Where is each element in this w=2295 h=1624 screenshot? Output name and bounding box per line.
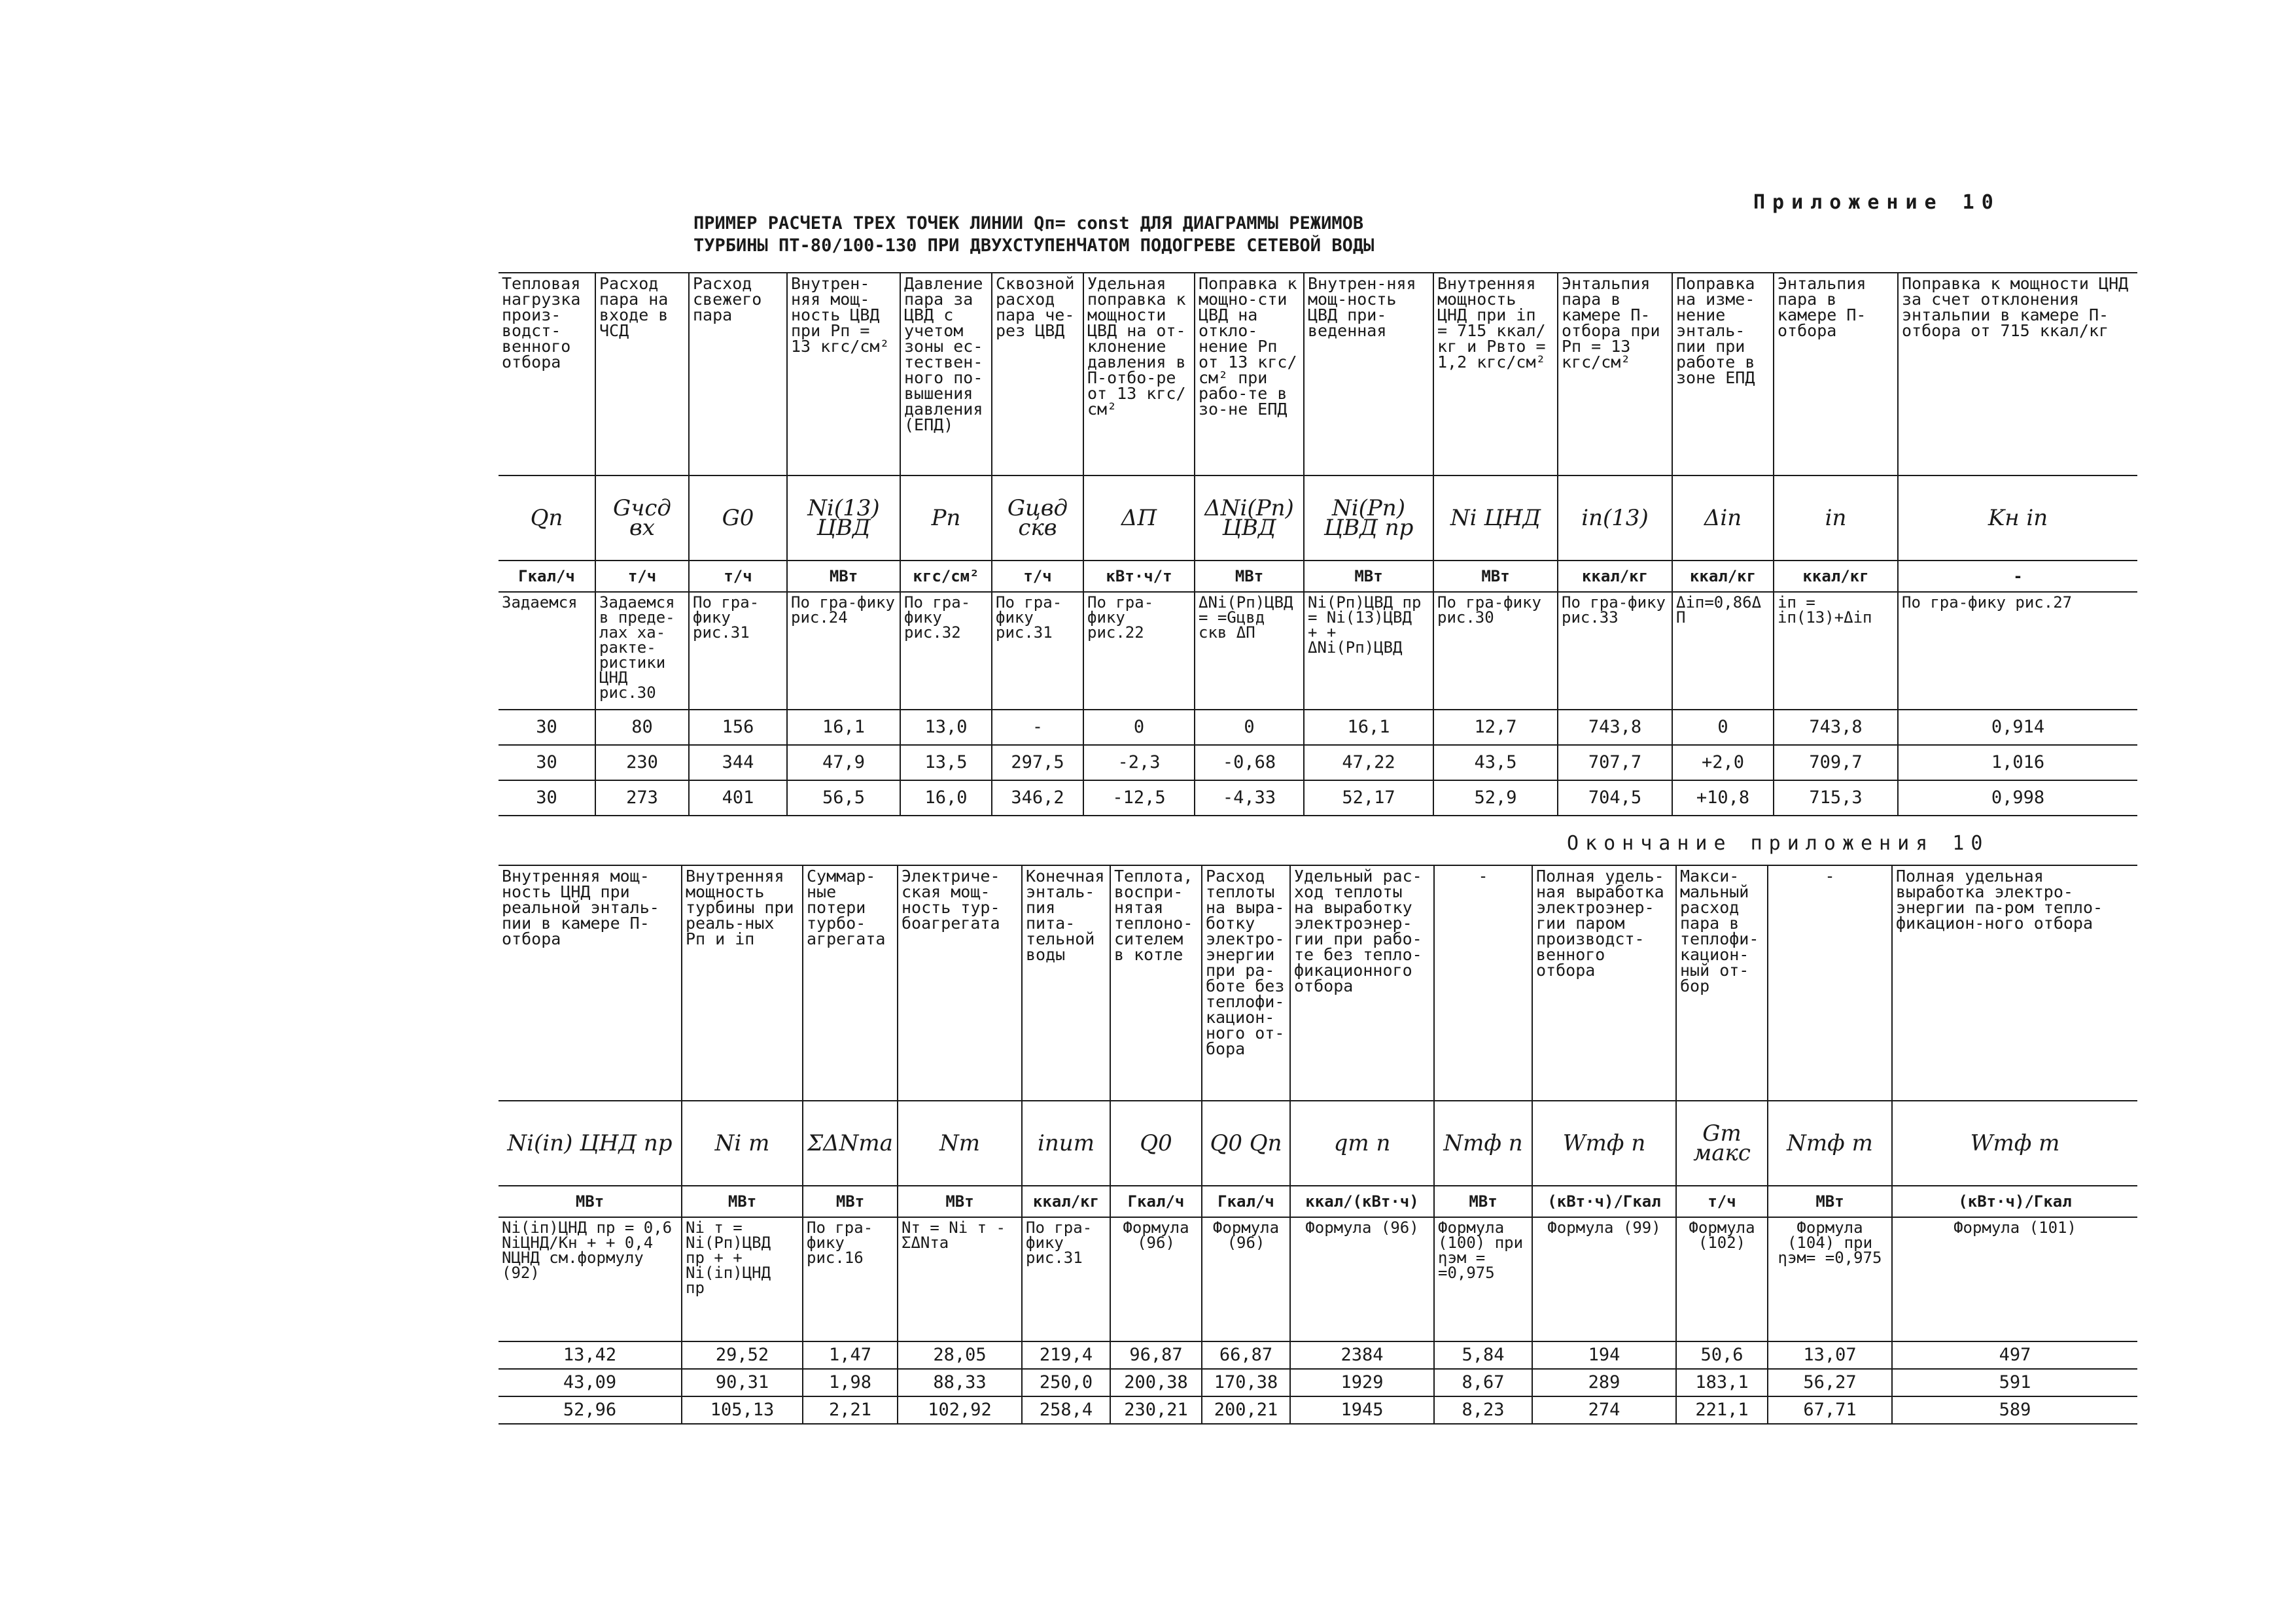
t1-cell: 47,9: [787, 745, 900, 780]
t2-source: Формула (99): [1532, 1217, 1676, 1341]
t1-symbol: Gчсд вх: [595, 475, 689, 561]
t2-cell: 28,05: [898, 1341, 1022, 1369]
t2-symbol: Q0 Qп: [1202, 1101, 1290, 1186]
t1-cell: 80: [595, 710, 689, 745]
t1-cell: -0,68: [1195, 745, 1304, 780]
t1-symbol: G0: [689, 475, 787, 561]
t1-unit: Гкал/ч: [499, 561, 595, 592]
table-2-source-row: [499, 1217, 2137, 1341]
t1-cell: 156: [689, 710, 787, 745]
t1-unit: -: [1898, 561, 2137, 592]
t2-source: По гра-фику рис.31: [1022, 1217, 1110, 1341]
t2-cell: 52,96: [499, 1396, 682, 1424]
t2-symbol: ΣΔNтa: [803, 1101, 898, 1186]
t1-source: По гра-фику рис.27: [1898, 592, 2137, 710]
table-2: [499, 865, 2137, 1425]
t2-cell: 230,21: [1110, 1396, 1202, 1424]
t1-source: Задаемся в преде-лах ха-ракте-ристики ЦНД рис.30: [595, 592, 689, 710]
t1-source: По гра-фику рис.32: [900, 592, 992, 710]
t2-unit: (кВт·ч)/Гкал: [1532, 1186, 1676, 1217]
t2-cell: 1,47: [803, 1341, 898, 1369]
t1-cell: 12,7: [1433, 710, 1558, 745]
t1-cell: 13,5: [900, 745, 992, 780]
table-row: [499, 1369, 2137, 1396]
t2-symbol: Nт: [898, 1101, 1022, 1186]
t1-symbol: Ni(13) ЦВД: [787, 475, 900, 561]
t2-source: Формула (101): [1892, 1217, 2137, 1341]
t2-header: Полная удельная выработка электро-энергии па-ром тепло-фикацион-ного отбора: [1892, 865, 2137, 1101]
t2-cell: 221,1: [1676, 1396, 1768, 1424]
t1-symbol: ΔП: [1083, 475, 1195, 561]
t2-symbol: iпит: [1022, 1101, 1110, 1186]
t2-symbol: Wтф т: [1892, 1101, 2137, 1186]
t1-cell: 1,016: [1898, 745, 2137, 780]
t2-symbol: Ni(iп) ЦНД пр: [499, 1101, 682, 1186]
t1-header: Внутрен-няя мощ-ность ЦВД при-веденная: [1304, 273, 1433, 475]
t1-header: Поправка на изме-нение энталь-пии при работе в зоне ЕПД: [1672, 273, 1774, 475]
table-row: [499, 780, 2137, 816]
t2-unit: ккал/(кВт·ч): [1290, 1186, 1434, 1217]
t1-symbol: Gцвд скв: [992, 475, 1083, 561]
t1-source: Δiп=0,86ΔП: [1672, 592, 1774, 710]
table-row: [499, 710, 2137, 745]
t2-source: Формула (96): [1110, 1217, 1202, 1341]
t2-cell: 13,07: [1768, 1341, 1892, 1369]
t1-cell: 273: [595, 780, 689, 816]
t2-symbol: qт п: [1290, 1101, 1434, 1186]
t1-unit: кгс/см²: [900, 561, 992, 592]
title-line-2: ТУРБИНЫ ПТ-80/100-130 ПРИ ДВУХСТУПЕНЧАТОМ ПОДОГРЕВЕ СЕТЕВОЙ ВОДЫ: [693, 235, 1375, 256]
t2-symbol: Nтф п: [1434, 1101, 1532, 1186]
t1-cell: 52,17: [1304, 780, 1433, 816]
t1-cell: 30: [499, 745, 595, 780]
t1-unit: т/ч: [992, 561, 1083, 592]
table-1-symbol-row: [499, 475, 2137, 561]
t1-cell: 16,1: [1304, 710, 1433, 745]
title-line-1: ПРИМЕР РАСЧЕТА ТРЕХ ТОЧЕК ЛИНИИ Qп= const ДЛЯ ДИАГРАММЫ РЕЖИМОВ: [693, 213, 1364, 233]
t1-cell: 709,7: [1774, 745, 1898, 780]
t2-cell: 8,23: [1434, 1396, 1532, 1424]
t1-unit: МВт: [1304, 561, 1433, 592]
t2-cell: 96,87: [1110, 1341, 1202, 1369]
t2-cell: 170,38: [1202, 1369, 1290, 1396]
t1-cell: 0: [1083, 710, 1195, 745]
t1-cell: 30: [499, 780, 595, 816]
t2-cell: 289: [1532, 1369, 1676, 1396]
t1-cell: 715,3: [1774, 780, 1898, 816]
t1-cell: 47,22: [1304, 745, 1433, 780]
t1-header: Поправка к мощно-сти ЦВД на откло-нение Рп от 13 кгс/см² при рабо-те в зо-не ЕПД: [1195, 273, 1304, 475]
t1-source: iп = iп(13)+Δiп: [1774, 592, 1898, 710]
t2-source: Nт = Ni т - ΣΔNтa: [898, 1217, 1022, 1341]
t1-cell: +2,0: [1672, 745, 1774, 780]
t1-source: Ni(Pп)ЦВД пр = Ni(13)ЦВД + + ΔNi(Pп)ЦВД: [1304, 592, 1433, 710]
t2-source: Формула (100) при ηэм = =0,975: [1434, 1217, 1532, 1341]
t1-cell: 401: [689, 780, 787, 816]
t2-cell: 1929: [1290, 1369, 1434, 1396]
t1-header: Поправка к мощности ЦНД за счет отклонения энтальпии в камере П-отбора от 715 ккал/кг: [1898, 273, 2137, 475]
page-title: [693, 213, 1609, 257]
table-2-unit-row: [499, 1186, 2137, 1217]
t1-header: Внутренняя мощность ЦНД при iп = 715 ккал/кг и Рвто = 1,2 кгс/см²: [1433, 273, 1558, 475]
t1-header: Внутрен-няя мощ-ность ЦВД при Рп = 13 кгс/см²: [787, 273, 900, 475]
t2-header: -: [1434, 865, 1532, 1101]
t2-unit: (кВт·ч)/Гкал: [1892, 1186, 2137, 1217]
t2-source: Ni т = Ni(Pп)ЦВД пр + + Ni(iп)ЦНД пр: [682, 1217, 803, 1341]
t2-cell: 274: [1532, 1396, 1676, 1424]
t1-unit: ккал/кг: [1672, 561, 1774, 592]
t2-header: Макси-мальный расход пара в теплофи-кацион-ный от-бор: [1676, 865, 1768, 1101]
t2-cell: 194: [1532, 1341, 1676, 1369]
t2-cell: 219,4: [1022, 1341, 1110, 1369]
t1-unit: т/ч: [689, 561, 787, 592]
t1-cell: 16,0: [900, 780, 992, 816]
t2-cell: 1945: [1290, 1396, 1434, 1424]
t1-cell: 0,998: [1898, 780, 2137, 816]
t2-cell: 102,92: [898, 1396, 1022, 1424]
table-row: [499, 1396, 2137, 1424]
t1-cell: 743,8: [1558, 710, 1672, 745]
t2-cell: 8,67: [1434, 1369, 1532, 1396]
t1-unit: МВт: [1195, 561, 1304, 592]
t2-cell: 2,21: [803, 1396, 898, 1424]
t2-cell: 66,87: [1202, 1341, 1290, 1369]
t2-cell: 200,38: [1110, 1369, 1202, 1396]
t2-header: Полная удель-ная выработка электроэнер-гии паром производст-венного отбора: [1532, 865, 1676, 1101]
t1-source: По гра-фику рис.24: [787, 592, 900, 710]
t2-cell: 497: [1892, 1341, 2137, 1369]
t1-cell: 344: [689, 745, 787, 780]
t2-symbol: Nтф т: [1768, 1101, 1892, 1186]
t1-cell: 43,5: [1433, 745, 1558, 780]
t1-cell: 0: [1672, 710, 1774, 745]
t2-unit: т/ч: [1676, 1186, 1768, 1217]
table-1-header-row: [499, 273, 2137, 475]
t2-header: Удельный рас-ход теплоты на выработку электроэнер-гии при рабо-те без тепло-фикационного отбора: [1290, 865, 1434, 1101]
t1-cell: 16,1: [787, 710, 900, 745]
t2-cell: 29,52: [682, 1341, 803, 1369]
t2-header: Теплота, воспри-нятая теплоно-сителем в котле: [1110, 865, 1202, 1101]
t2-source: По гра-фику рис.16: [803, 1217, 898, 1341]
t1-cell: 0: [1195, 710, 1304, 745]
ending-label: Окончание приложения 10: [1567, 832, 1989, 855]
t2-unit: МВт: [682, 1186, 803, 1217]
table-1-unit-row: [499, 561, 2137, 592]
t2-unit: Гкал/ч: [1202, 1186, 1290, 1217]
t1-unit: ккал/кг: [1774, 561, 1898, 592]
t1-source: Задаемся: [499, 592, 595, 710]
t2-cell: 258,4: [1022, 1396, 1110, 1424]
t1-cell: +10,8: [1672, 780, 1774, 816]
t2-source: Формула (104) при ηэм= =0,975: [1768, 1217, 1892, 1341]
table-1-source-row: [499, 592, 2137, 710]
t2-cell: 250,0: [1022, 1369, 1110, 1396]
t2-header: Расход теплоты на выра-ботку электро-энергии при ра-боте без теплофи-кацион-ного от-бора: [1202, 865, 1290, 1101]
t1-header: Энтальпия пара в камере П-отбора при Рп = 13 кгс/см²: [1558, 273, 1672, 475]
t1-symbol: Qп: [499, 475, 595, 561]
t2-cell: 183,1: [1676, 1369, 1768, 1396]
t2-cell: 90,31: [682, 1369, 803, 1396]
t2-cell: 589: [1892, 1396, 2137, 1424]
t1-source: По гра-фику рис.30: [1433, 592, 1558, 710]
t2-unit: МВт: [803, 1186, 898, 1217]
t1-cell: 0,914: [1898, 710, 2137, 745]
t2-cell: 50,6: [1676, 1341, 1768, 1369]
t2-unit: МВт: [898, 1186, 1022, 1217]
t2-source: Ni(iп)ЦНД пр = 0,6 NiЦНД/Kн + + 0,4 NЦНД см.формулу (92): [499, 1217, 682, 1341]
t1-source: По гра-фику рис.22: [1083, 592, 1195, 710]
t2-source: Формула (96): [1202, 1217, 1290, 1341]
t1-cell: 13,0: [900, 710, 992, 745]
t1-cell: 30: [499, 710, 595, 745]
table-1: [499, 272, 2137, 816]
t1-header: Удельная поправка к мощности ЦВД на от-клонение давления в П-отбо-ре от 13 кгс/см²: [1083, 273, 1195, 475]
t1-source: По гра-фику рис.33: [1558, 592, 1672, 710]
t1-cell: -4,33: [1195, 780, 1304, 816]
t2-cell: 43,09: [499, 1369, 682, 1396]
t2-cell: 1,98: [803, 1369, 898, 1396]
t2-cell: 56,27: [1768, 1369, 1892, 1396]
table-row: [499, 745, 2137, 780]
t1-unit: МВт: [787, 561, 900, 592]
t1-symbol: iп: [1774, 475, 1898, 561]
t2-unit: МВт: [499, 1186, 682, 1217]
t2-symbol: Ni т: [682, 1101, 803, 1186]
t2-source: Формула (96): [1290, 1217, 1434, 1341]
t1-unit: МВт: [1433, 561, 1558, 592]
t1-cell: 704,5: [1558, 780, 1672, 816]
t1-unit: кВт·ч/т: [1083, 561, 1195, 592]
t2-header: -: [1768, 865, 1892, 1101]
t2-header: Электриче-ская мощ-ность тур-боагрегата: [898, 865, 1022, 1101]
t1-cell: 346,2: [992, 780, 1083, 816]
t1-cell: 707,7: [1558, 745, 1672, 780]
t1-cell: 297,5: [992, 745, 1083, 780]
t2-cell: 200,21: [1202, 1396, 1290, 1424]
t2-header: Конечная энталь-пия пита-тельной воды: [1022, 865, 1110, 1101]
t2-cell: 591: [1892, 1369, 2137, 1396]
t1-symbol: Pп: [900, 475, 992, 561]
t1-header: Расход пара на входе в ЧСД: [595, 273, 689, 475]
t1-source: По гра-фику рис.31: [689, 592, 787, 710]
t1-cell: -12,5: [1083, 780, 1195, 816]
t2-cell: 5,84: [1434, 1341, 1532, 1369]
t1-cell: 56,5: [787, 780, 900, 816]
t1-cell: 743,8: [1774, 710, 1898, 745]
t1-symbol: Ni ЦНД: [1433, 475, 1558, 561]
t1-symbol: Ni(Pп) ЦВД пр: [1304, 475, 1433, 561]
t2-cell: 13,42: [499, 1341, 682, 1369]
t2-symbol: Gт макс: [1676, 1101, 1768, 1186]
t2-cell: 88,33: [898, 1369, 1022, 1396]
t1-header: Тепловая нагрузка произ-водст-венного отбора: [499, 273, 595, 475]
t1-header: Расход свежего пара: [689, 273, 787, 475]
t2-source: Формула (102): [1676, 1217, 1768, 1341]
t1-symbol: Δiп: [1672, 475, 1774, 561]
t1-cell: 52,9: [1433, 780, 1558, 816]
t2-header: Внутренняя мощ-ность ЦНД при реальной энталь-пии в камере П-отбора: [499, 865, 682, 1101]
t1-source: ΔNi(Pп)ЦВД = =Gцвд скв ΔП: [1195, 592, 1304, 710]
table-row: [499, 1341, 2137, 1369]
appendix-label: Приложение 10: [1753, 191, 2001, 214]
t1-header: Давление пара за ЦВД с учетом зоны ес-тествен-ного по-вышения давления (ЕПД): [900, 273, 992, 475]
t1-header: Сквозной расход пара че-рез ЦВД: [992, 273, 1083, 475]
t2-unit: МВт: [1434, 1186, 1532, 1217]
t2-cell: 105,13: [682, 1396, 803, 1424]
t1-unit: т/ч: [595, 561, 689, 592]
t2-unit: МВт: [1768, 1186, 1892, 1217]
t2-header: Внутренняя мощность турбины при реаль-ных Рп и iп: [682, 865, 803, 1101]
t2-header: Суммар-ные потери турбо-агрегата: [803, 865, 898, 1101]
t2-symbol: Wтф п: [1532, 1101, 1676, 1186]
t2-symbol: Q0: [1110, 1101, 1202, 1186]
t1-symbol: iп(13): [1558, 475, 1672, 561]
t1-source: По гра-фику рис.31: [992, 592, 1083, 710]
t1-unit: ккал/кг: [1558, 561, 1672, 592]
t2-unit: Гкал/ч: [1110, 1186, 1202, 1217]
t1-header: Энтальпия пара в камере П-отбора: [1774, 273, 1898, 475]
table-2-header-row: [499, 865, 2137, 1101]
t1-cell: 230: [595, 745, 689, 780]
t2-unit: ккал/кг: [1022, 1186, 1110, 1217]
table-2-symbol-row: [499, 1101, 2137, 1186]
t2-cell: 2384: [1290, 1341, 1434, 1369]
t1-cell: -2,3: [1083, 745, 1195, 780]
t1-symbol: ΔNi(Pп) ЦВД: [1195, 475, 1304, 561]
t2-cell: 67,71: [1768, 1396, 1892, 1424]
t1-symbol: Kн iп: [1898, 475, 2137, 561]
t1-cell: -: [992, 710, 1083, 745]
